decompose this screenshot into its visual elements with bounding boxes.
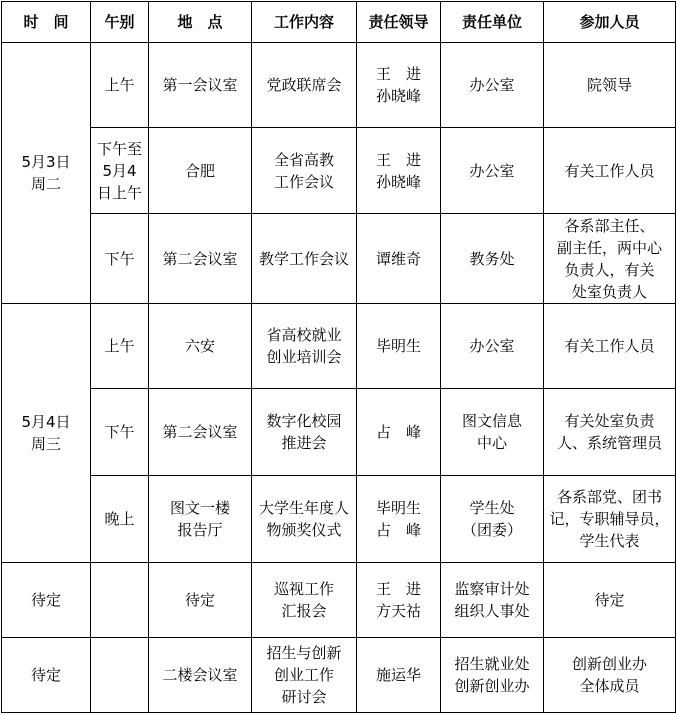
leader-cell: 毕明生 占 峰: [357, 476, 441, 563]
unit-cell: 监察审计处 组织人事处: [441, 563, 544, 638]
period-cell: 下午: [91, 389, 149, 476]
place-cell: 第二会议室: [149, 214, 252, 304]
period-cell: 上午: [91, 304, 149, 389]
leader-cell: 王 进 方天祜: [357, 563, 441, 638]
unit-cell: 学生处 （团委）: [441, 476, 544, 563]
leader-cell: 谭维奇: [357, 214, 441, 304]
leader-cell: 毕明生: [357, 304, 441, 389]
attendees-cell: 有关处室负责 人、系统管理员: [544, 389, 676, 476]
period-cell: 晚上: [91, 476, 149, 563]
place-cell: 第二会议室: [149, 389, 252, 476]
content-cell: 招生与创新 创业工作 研讨会: [252, 638, 357, 713]
table-row: [2, 476, 676, 563]
table-row: [2, 214, 676, 304]
place-cell: 合肥: [149, 128, 252, 214]
place-cell: 第一会议室: [149, 43, 252, 128]
content-cell: 数字化校园 推进会: [252, 389, 357, 476]
place-cell: 待定: [149, 563, 252, 638]
header-period: 午别: [91, 2, 149, 43]
header-place: 地 点: [149, 2, 252, 43]
table-row: [2, 638, 676, 713]
date-cell: 5月3日 周二: [2, 43, 91, 304]
header-attendees: 参加人员: [544, 2, 676, 43]
content-cell: 巡视工作 汇报会: [252, 563, 357, 638]
leader-cell: 王 进 孙晓峰: [357, 128, 441, 214]
attendees-cell: 待定: [544, 563, 676, 638]
content-cell: 教学工作会议: [252, 214, 357, 304]
period-cell: [91, 563, 149, 638]
attendees-cell: 有关工作人员: [544, 128, 676, 214]
place-cell: 二楼会议室: [149, 638, 252, 713]
attendees-cell: 各系部党、团书 记，专职辅导员， 学生代表: [544, 476, 676, 563]
period-cell: 下午至 5月4 日上午: [91, 128, 149, 214]
period-cell: 下午: [91, 214, 149, 304]
unit-cell: 招生就业处 创新创业办: [441, 638, 544, 713]
unit-cell: 教务处: [441, 214, 544, 304]
place-cell: 图文一楼 报告厅: [149, 476, 252, 563]
schedule-table: [1, 1, 676, 713]
attendees-cell: 院领导: [544, 43, 676, 128]
table-row: [2, 563, 676, 638]
leader-cell: 王 进 孙晓峰: [357, 43, 441, 128]
attendees-cell: 各系部主任、 副主任，两中心 负责人，有关 处室负责人: [544, 214, 676, 304]
header-leader: 责任领导: [357, 2, 441, 43]
leader-cell: 施运华: [357, 638, 441, 713]
header-unit: 责任单位: [441, 2, 544, 43]
table-row: [2, 128, 676, 214]
date-cell: 待定: [2, 563, 91, 638]
content-cell: 省高校就业 创业培训会: [252, 304, 357, 389]
unit-cell: 办公室: [441, 304, 544, 389]
table-row: [2, 43, 676, 128]
unit-cell: 办公室: [441, 128, 544, 214]
header-row: [2, 2, 676, 43]
header-time: 时 间: [2, 2, 91, 43]
date-cell: 5月4日 周三: [2, 304, 91, 563]
period-cell: 上午: [91, 43, 149, 128]
content-cell: 大学生年度人 物颁奖仪式: [252, 476, 357, 563]
unit-cell: 图文信息 中心: [441, 389, 544, 476]
period-cell: [91, 638, 149, 713]
content-cell: 全省高教 工作会议: [252, 128, 357, 214]
table-row: [2, 304, 676, 389]
unit-cell: 办公室: [441, 43, 544, 128]
content-cell: 党政联席会: [252, 43, 357, 128]
place-cell: 六安: [149, 304, 252, 389]
table-row: [2, 389, 676, 476]
attendees-cell: 创新创业办 全体成员: [544, 638, 676, 713]
date-cell: 待定: [2, 638, 91, 713]
header-content: 工作内容: [252, 2, 357, 43]
leader-cell: 占 峰: [357, 389, 441, 476]
attendees-cell: 有关工作人员: [544, 304, 676, 389]
